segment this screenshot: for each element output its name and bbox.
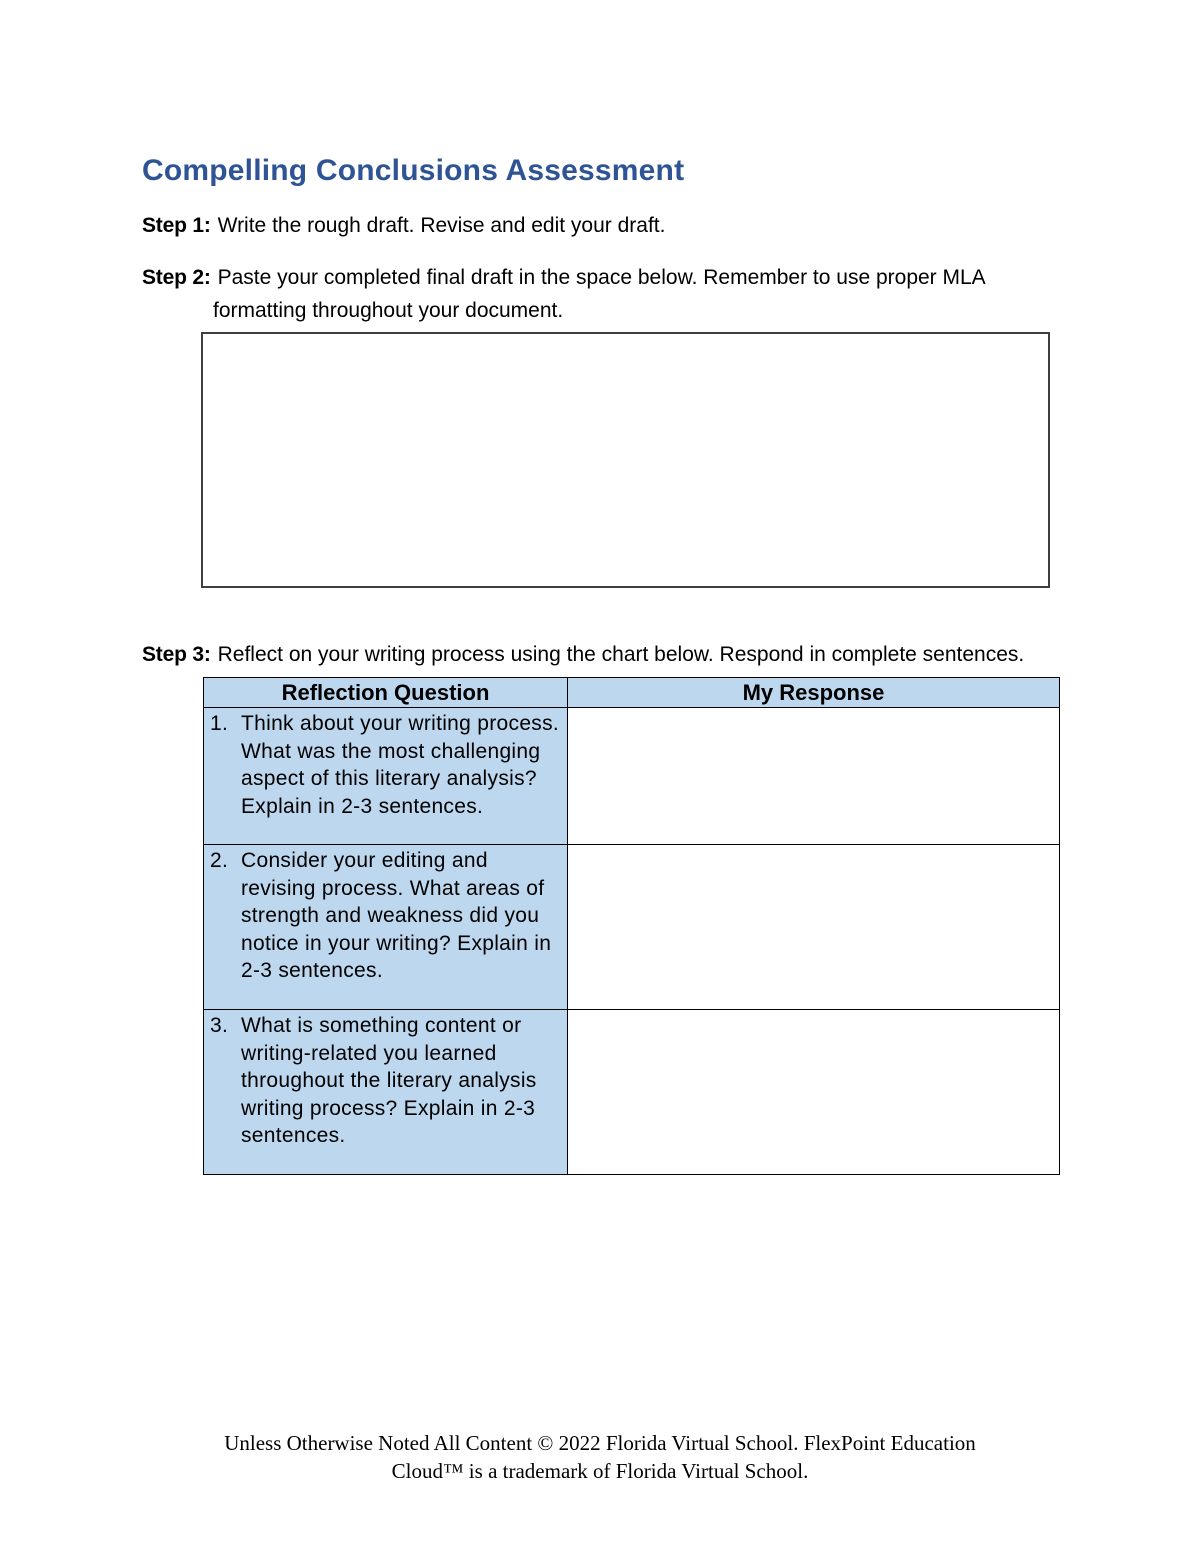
table-row-2 xyxy=(204,845,1060,1010)
step-2-label: Step 2: xyxy=(142,266,211,289)
question-text-3: What is something content or writing-related you learned throughout the literary analysis writing process? Explain in 2-3 sentences. xyxy=(241,1014,537,1147)
question-text-2: Consider your editing and revising process. What areas of strength and weakness did you notice in your writing? Explain in 2-3 sentences. xyxy=(241,849,552,982)
table-header-row xyxy=(204,678,1060,708)
column-header-reflection-question: Reflection Question xyxy=(204,678,568,708)
column-header-my-response: My Response xyxy=(568,678,1060,708)
question-number-3: 3. xyxy=(210,1014,229,1037)
copyright-line-2: Cloud™ is a trademark of Florida Virtual School. xyxy=(391,1459,809,1483)
question-number-2: 2. xyxy=(210,849,229,872)
final-draft-paste-box[interactable] xyxy=(201,332,1050,588)
response-cell-1[interactable] xyxy=(568,708,1060,845)
copyright-line-1: Unless Otherwise Noted All Content © 2022 Florida Virtual School. FlexPoint Education xyxy=(224,1431,976,1455)
step-1-text: Write the rough draft. Revise and edit your draft. xyxy=(217,214,666,237)
page-title: Compelling Conclusions Assessment xyxy=(142,154,685,187)
question-cell-3 xyxy=(204,1010,568,1175)
question-text-1: Think about your writing process. What was the most challenging aspect of this literary analysis? Explain in 2-3 sentences. xyxy=(241,712,560,818)
step-1 xyxy=(142,209,1027,242)
question-cell-1 xyxy=(204,708,568,845)
response-cell-2[interactable] xyxy=(568,845,1060,1010)
reflection-table xyxy=(203,677,1060,1175)
copyright-footer xyxy=(0,1429,1200,1485)
table-row-3 xyxy=(204,1010,1060,1175)
question-cell-2 xyxy=(204,845,568,1010)
step-3-label: Step 3: xyxy=(142,643,211,666)
step-3-text: Reflect on your writing process using the chart below. Respond in complete sentences. xyxy=(217,643,1025,666)
step-2-text: Paste your completed final draft in the space below. Remember to use proper MLA formatting throughout your document. xyxy=(213,266,985,322)
step-2 xyxy=(142,261,1027,327)
response-cell-3[interactable] xyxy=(568,1010,1060,1175)
question-number-1: 1. xyxy=(210,712,229,735)
table-row-1 xyxy=(204,708,1060,845)
step-1-label: Step 1: xyxy=(142,214,211,237)
step-3 xyxy=(142,638,1027,671)
